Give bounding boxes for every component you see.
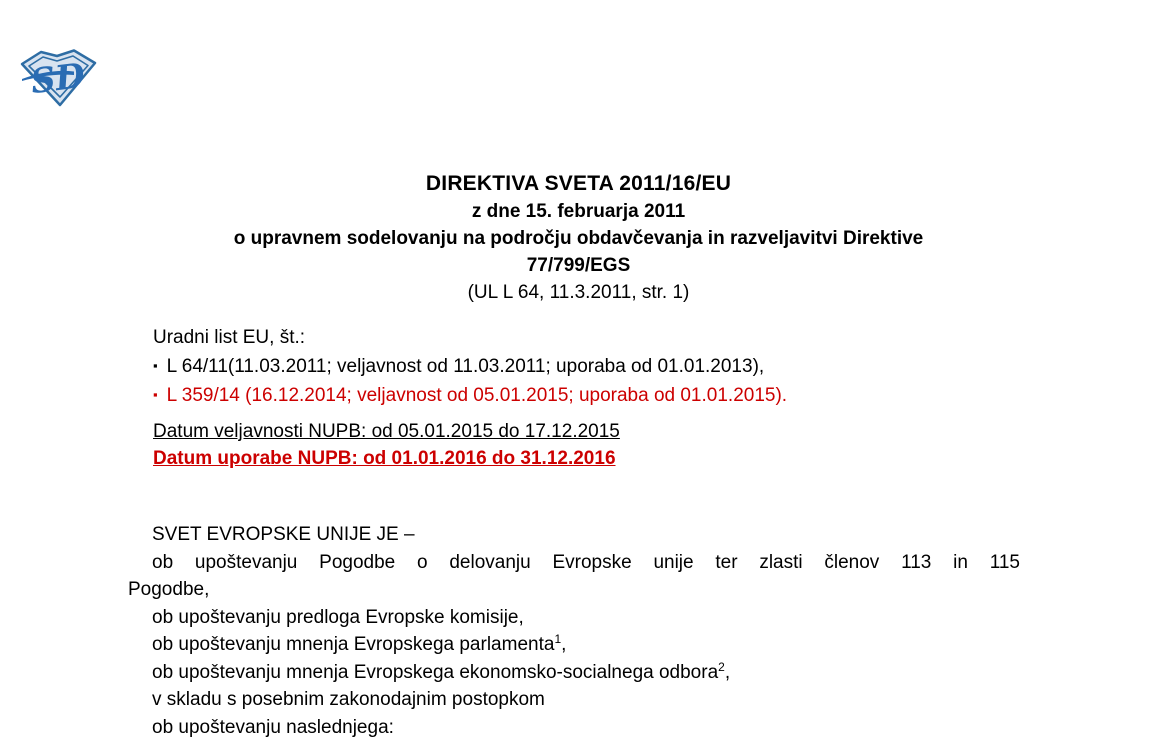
- body-intro: SVET EVROPSKE UNIJE JE –: [152, 524, 415, 545]
- gazette-item-1: [153, 352, 787, 381]
- sd-shield-logo: [20, 48, 98, 108]
- footnote-ref-2: 2: [718, 659, 725, 674]
- gazette-item-2-text: L 359/14 (16.12.2014; veljavnost od 05.01.2015; uporaba od 01.01.2015).: [166, 385, 788, 406]
- bullet-square-icon: ▪: [153, 387, 158, 402]
- body-paragraph-whereas: ob upoštevanju naslednjega:: [152, 716, 394, 738]
- parliament-text: ob upoštevanju mnenja Evropskega parlamenta: [152, 634, 555, 655]
- document-body: [128, 521, 1020, 741]
- validity-date-line: Datum veljavnosti NUPB: od 05.01.2015 do 17.12.2015: [153, 421, 620, 442]
- treaty-line-1: ob upoštevanju Pogodbe o delovanju Evropske unije ter zlasti členov 113 in 115: [152, 551, 1020, 573]
- eesc-comma: ,: [724, 661, 731, 683]
- parliament-comma: ,: [561, 634, 567, 655]
- logo-letters: SD: [28, 55, 88, 103]
- official-journal-reference: (UL L 64, 11.3.2011, str. 1): [467, 282, 690, 303]
- gazette-item-1-text: L 64/11(11.03.2011; veljavnost od 11.03.2011; uporaba od 01.01.2013),: [166, 356, 765, 377]
- body-paragraph-parliament: [128, 631, 1020, 659]
- eesc-text: ob upoštevanju mnenja Evropskega ekonomsko-socialnega odbora: [152, 661, 719, 683]
- body-paragraph-treaty: [128, 549, 1020, 604]
- validity-section: [153, 418, 620, 472]
- body-paragraph-eesc: [128, 659, 1020, 687]
- gazette-heading: Uradni list EU, št.:: [153, 327, 306, 348]
- document-subject-line: o upravnem sodelovanju na področju obdavčevanja in razveljavitvi Direktive: [233, 228, 924, 249]
- body-paragraph-procedure: v skladu s posebnim zakonodajnim postopkom: [152, 689, 545, 710]
- bullet-square-icon: ▪: [153, 358, 158, 373]
- document-title-block: [0, 169, 1157, 306]
- document-repealed-directive: 77/799/EGS: [526, 255, 631, 276]
- document-date-line: z dne 15. februarja 2011: [471, 201, 686, 222]
- gazette-item-2: [153, 381, 787, 410]
- application-date-line: Datum uporabe NUPB: od 01.01.2016 do 31.12.2016: [153, 448, 616, 469]
- document-title: DIREKTIVA SVETA 2011/16/EU: [425, 172, 732, 195]
- footnote-ref-1: 1: [554, 632, 562, 646]
- gazette-section: [153, 324, 787, 410]
- treaty-line-2: Pogodbe,: [128, 579, 210, 600]
- body-paragraph-commission: ob upoštevanju predloga Evropske komisije,: [152, 606, 524, 628]
- sd-shield-icon: [20, 48, 98, 108]
